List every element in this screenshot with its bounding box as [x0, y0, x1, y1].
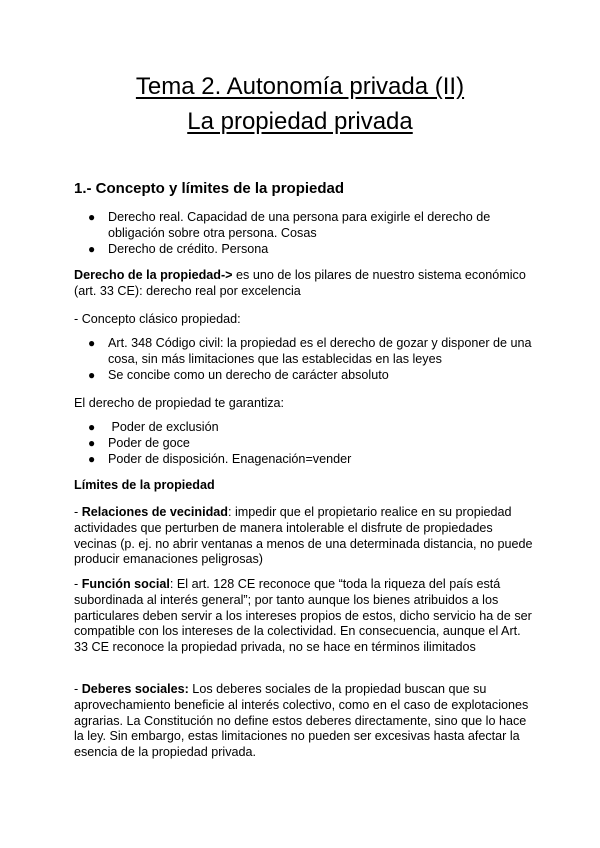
- bullet-icon: ●: [88, 435, 96, 450]
- bullet-list-garantiza: [86, 420, 536, 467]
- term-label: Derecho de la propiedad->: [74, 268, 233, 282]
- list-item: ● Se concibe como un derecho de carácter absoluto: [88, 367, 389, 382]
- bullet-list-derechos: [86, 210, 536, 257]
- paragraph-concepto-intro: - Concepto clásico propiedad:: [74, 312, 241, 326]
- list-item: ● Derecho de crédito. Persona: [88, 241, 269, 256]
- paragraph-garantiza-intro: El derecho de propiedad te garantiza:: [74, 396, 285, 410]
- paragraph-funcion-social: - Función social: El art. 128 CE reconoce que “toda la riqueza del país está subordinada al interés general”; por tanto aunque los bienes atribuidos a los particulares deben servir a los intereses propios de estos, dicho servicio ha de ser compatible con los intereses de la colectividad. En consecuencia, aunque el Art. 33 CE reconoce la propiedad privada, no se hace en términos ilimitados: [74, 577, 532, 655]
- list-item: ● Poder de disposición. Enagenación=vender: [88, 451, 352, 466]
- bullet-icon: ●: [88, 210, 96, 224]
- term-label: Función social: [81, 577, 170, 591]
- list-item: ● Poder de goce: [88, 435, 190, 450]
- subheading-limites: Límites de la propiedad: [74, 478, 215, 492]
- list-item: ● Poder de exclusión: [88, 420, 219, 434]
- bullet-list-concepto: [86, 336, 536, 383]
- term-label: Relaciones de vecinidad: [81, 505, 228, 519]
- bullet-icon: ●: [88, 336, 96, 350]
- bullet-icon: ●: [88, 420, 96, 434]
- term-label: Deberes sociales:: [81, 682, 189, 696]
- paragraph-derecho-propiedad: Derecho de la propiedad-> es uno de los pilares de nuestro sistema económico (art. 33 CE): derecho real por excelencia: [74, 268, 526, 298]
- section-heading: 1.- Concepto y límites de la propiedad: [74, 180, 345, 197]
- bullet-icon: ●: [88, 367, 96, 382]
- list-item: ● Art. 348 Código civil: la propiedad es el derecho de gozar y disponer de una cosa, sin más limitaciones que las establecidas en las leyes: [88, 336, 532, 366]
- document-title-line2: La propiedad privada: [187, 108, 413, 135]
- list-item: ● Derecho real. Capacidad de una persona para exigirle el derecho de obligación sobre otra persona. Cosas: [88, 210, 491, 240]
- bullet-icon: ●: [88, 241, 96, 256]
- document-title-line1: Tema 2. Autonomía privada (II): [135, 73, 465, 100]
- paragraph-vecindad: - Relaciones de vecinidad: impedir que el propietario realice en su propiedad actividades que perturben de manera intolerable el disfrute de propiedades vecinas (p. ej. no abrir ventanas a menos de una determinada distancia, no puede producir emanaciones peligrosas): [74, 505, 533, 567]
- bullet-icon: ●: [88, 451, 96, 466]
- paragraph-deberes-sociales: - Deberes sociales: Los deberes sociales de la propiedad buscan que su aprovechamiento beneficie al interés colectivo, como en el caso de explotaciones agrarias. La Constitución no define estos deberes directamente, sino que lo hace la ley. Sin embargo, estas limitaciones no pueden ser excesivas hasta afectar la esencia de la propiedad privada.: [74, 682, 529, 760]
